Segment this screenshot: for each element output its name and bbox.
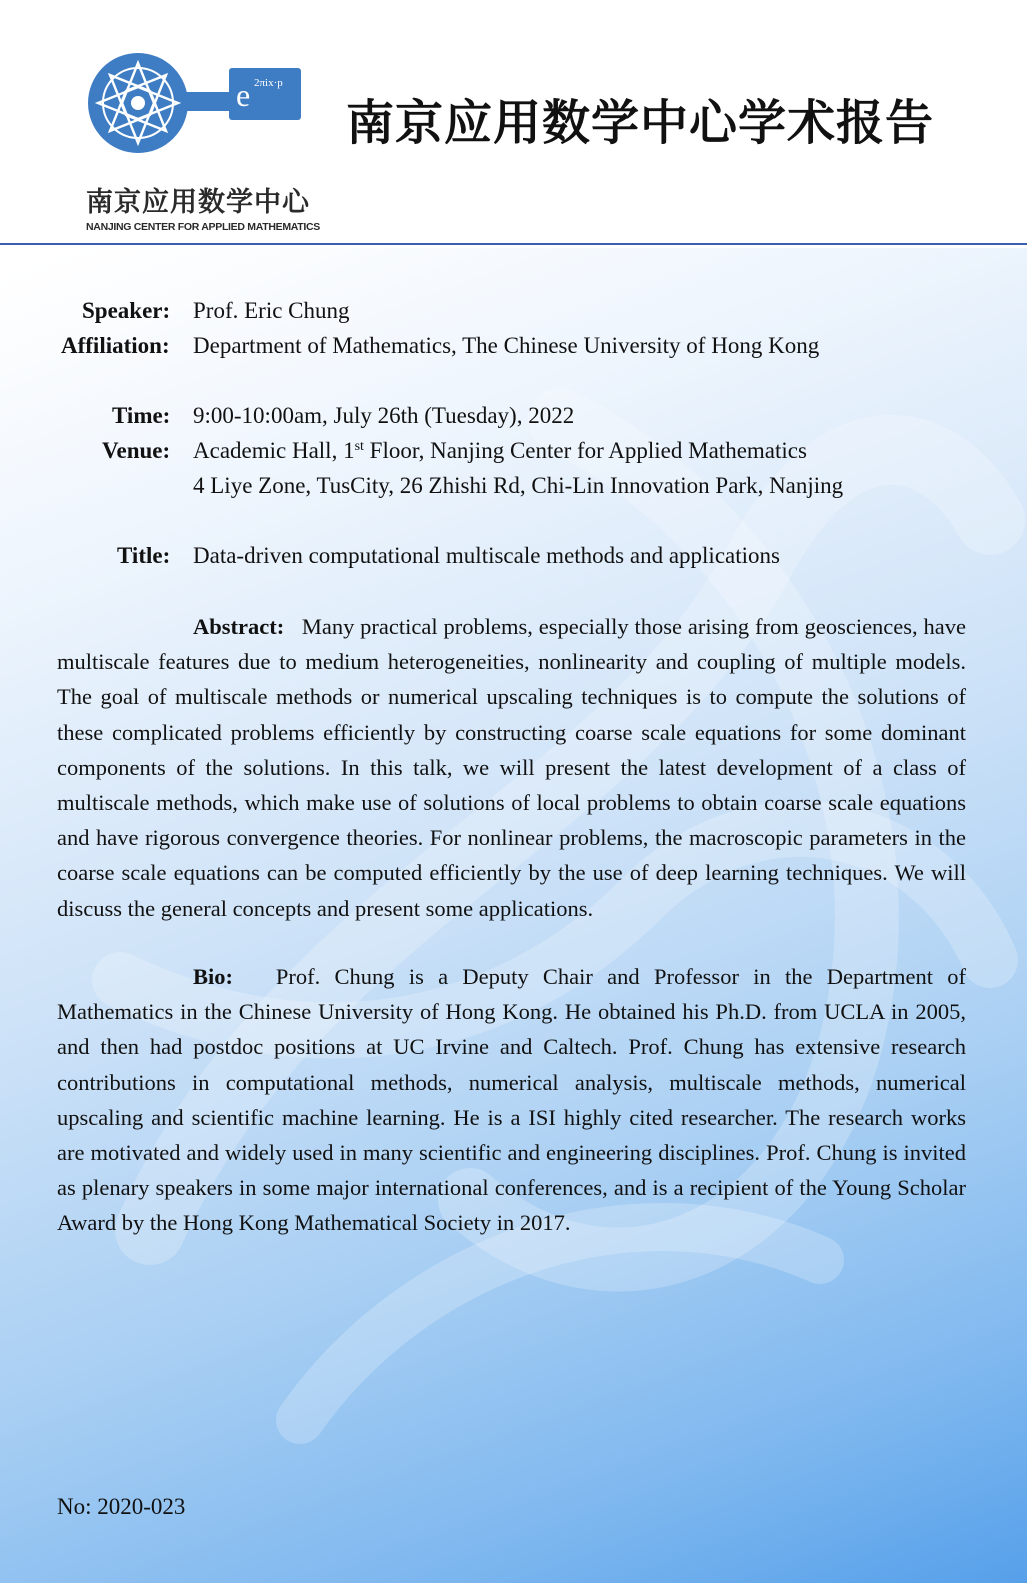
time-label: Time: — [112, 403, 171, 428]
report-number: No: 2020-023 — [57, 1494, 186, 1519]
bio-text: Prof. Chung is a Deputy Chair and Professor in the Department of Mathematics in the Chinese University of Hong Kong. He obtained his Ph.D. from UCLA in 2005, and then had postdoc positions at UC Irvine and Caltech. Prof. Chung has extensive research contributions in computational methods, numerical analysis, multiscale methods, numerical upscaling and scientific machine learning. He is a ISI highly cited researcher. The research works are motivated and widely used in many scientific and engineering disciplines. Prof. Chung is invited as plenary speakers in some major international conferences, and is a recipient of the Young Scholar Award by the Hong Kong Mathematical Society in 2017. — [57, 964, 967, 1236]
venue-line-1 — [193, 433, 807, 468]
talk-title-value: Data-driven computational multiscale methods and applications — [193, 543, 780, 568]
talk-title-label: Title: — [117, 543, 171, 568]
speaker-value: Prof. Eric Chung — [193, 298, 350, 323]
abstract-text: Many practical problems, especially those arising from geosciences, have multiscale features due to medium heterogeneities, nonlinearity and coupling of multiple models. The goal of multiscale methods or numerical upscaling techniques is to compute the solutions of these complicated problems efficiently by constructing coarse scale equations for some dominant components of the solutions. In this talk, we will present the latest development of a class of multiscale methods, which make use of solutions of local problems to obtain coarse scale equations and have rigorous convergence theories. For nonlinear problems, the macroscopic parameters in the coarse scale equations can be computed efficiently by the use of deep learning techniques. We will discuss the general concepts and present some applications. — [57, 614, 966, 921]
header-divider — [0, 243, 1027, 245]
abstract-paragraph — [57, 609, 966, 926]
venue-label: Venue: — [102, 438, 171, 463]
bio-paragraph — [57, 959, 966, 1241]
time-value: 9:00-10:00am, July 26th (Tuesday), 2022 — [193, 403, 575, 428]
logo-chinese-name: 南京应用数学中心 — [86, 187, 310, 218]
logo-formula: e — [236, 77, 251, 113]
header — [0, 0, 1027, 248]
logo-formula-superscript: 2πix·p — [254, 77, 283, 89]
venue-line-2: 4 Liye Zone, TusCity, 26 Zhishi Rd, Chi-Lin Innovation Park, Nanjing — [193, 473, 844, 498]
venue-line-1-start: Academic Hall, 1 — [193, 438, 355, 463]
speaker-label: Speaker: — [82, 298, 171, 323]
abstract-label: Abstract: — [193, 614, 285, 639]
page-title: 南京应用数学中心学术报告 — [346, 95, 935, 151]
bio-label: Bio: — [193, 964, 234, 989]
affiliation-label: Affiliation: — [61, 333, 170, 358]
venue-floor-ordinal: st — [354, 439, 364, 454]
affiliation-value: Department of Mathematics, The Chinese University of Hong Kong — [193, 333, 820, 358]
venue-line-1-end: Floor, Nanjing Center for Applied Mathematics — [363, 438, 807, 463]
logo-english-name: NANJING CENTER FOR APPLIED MATHEMATICS — [86, 221, 320, 233]
center-logo-icon — [84, 48, 314, 163]
